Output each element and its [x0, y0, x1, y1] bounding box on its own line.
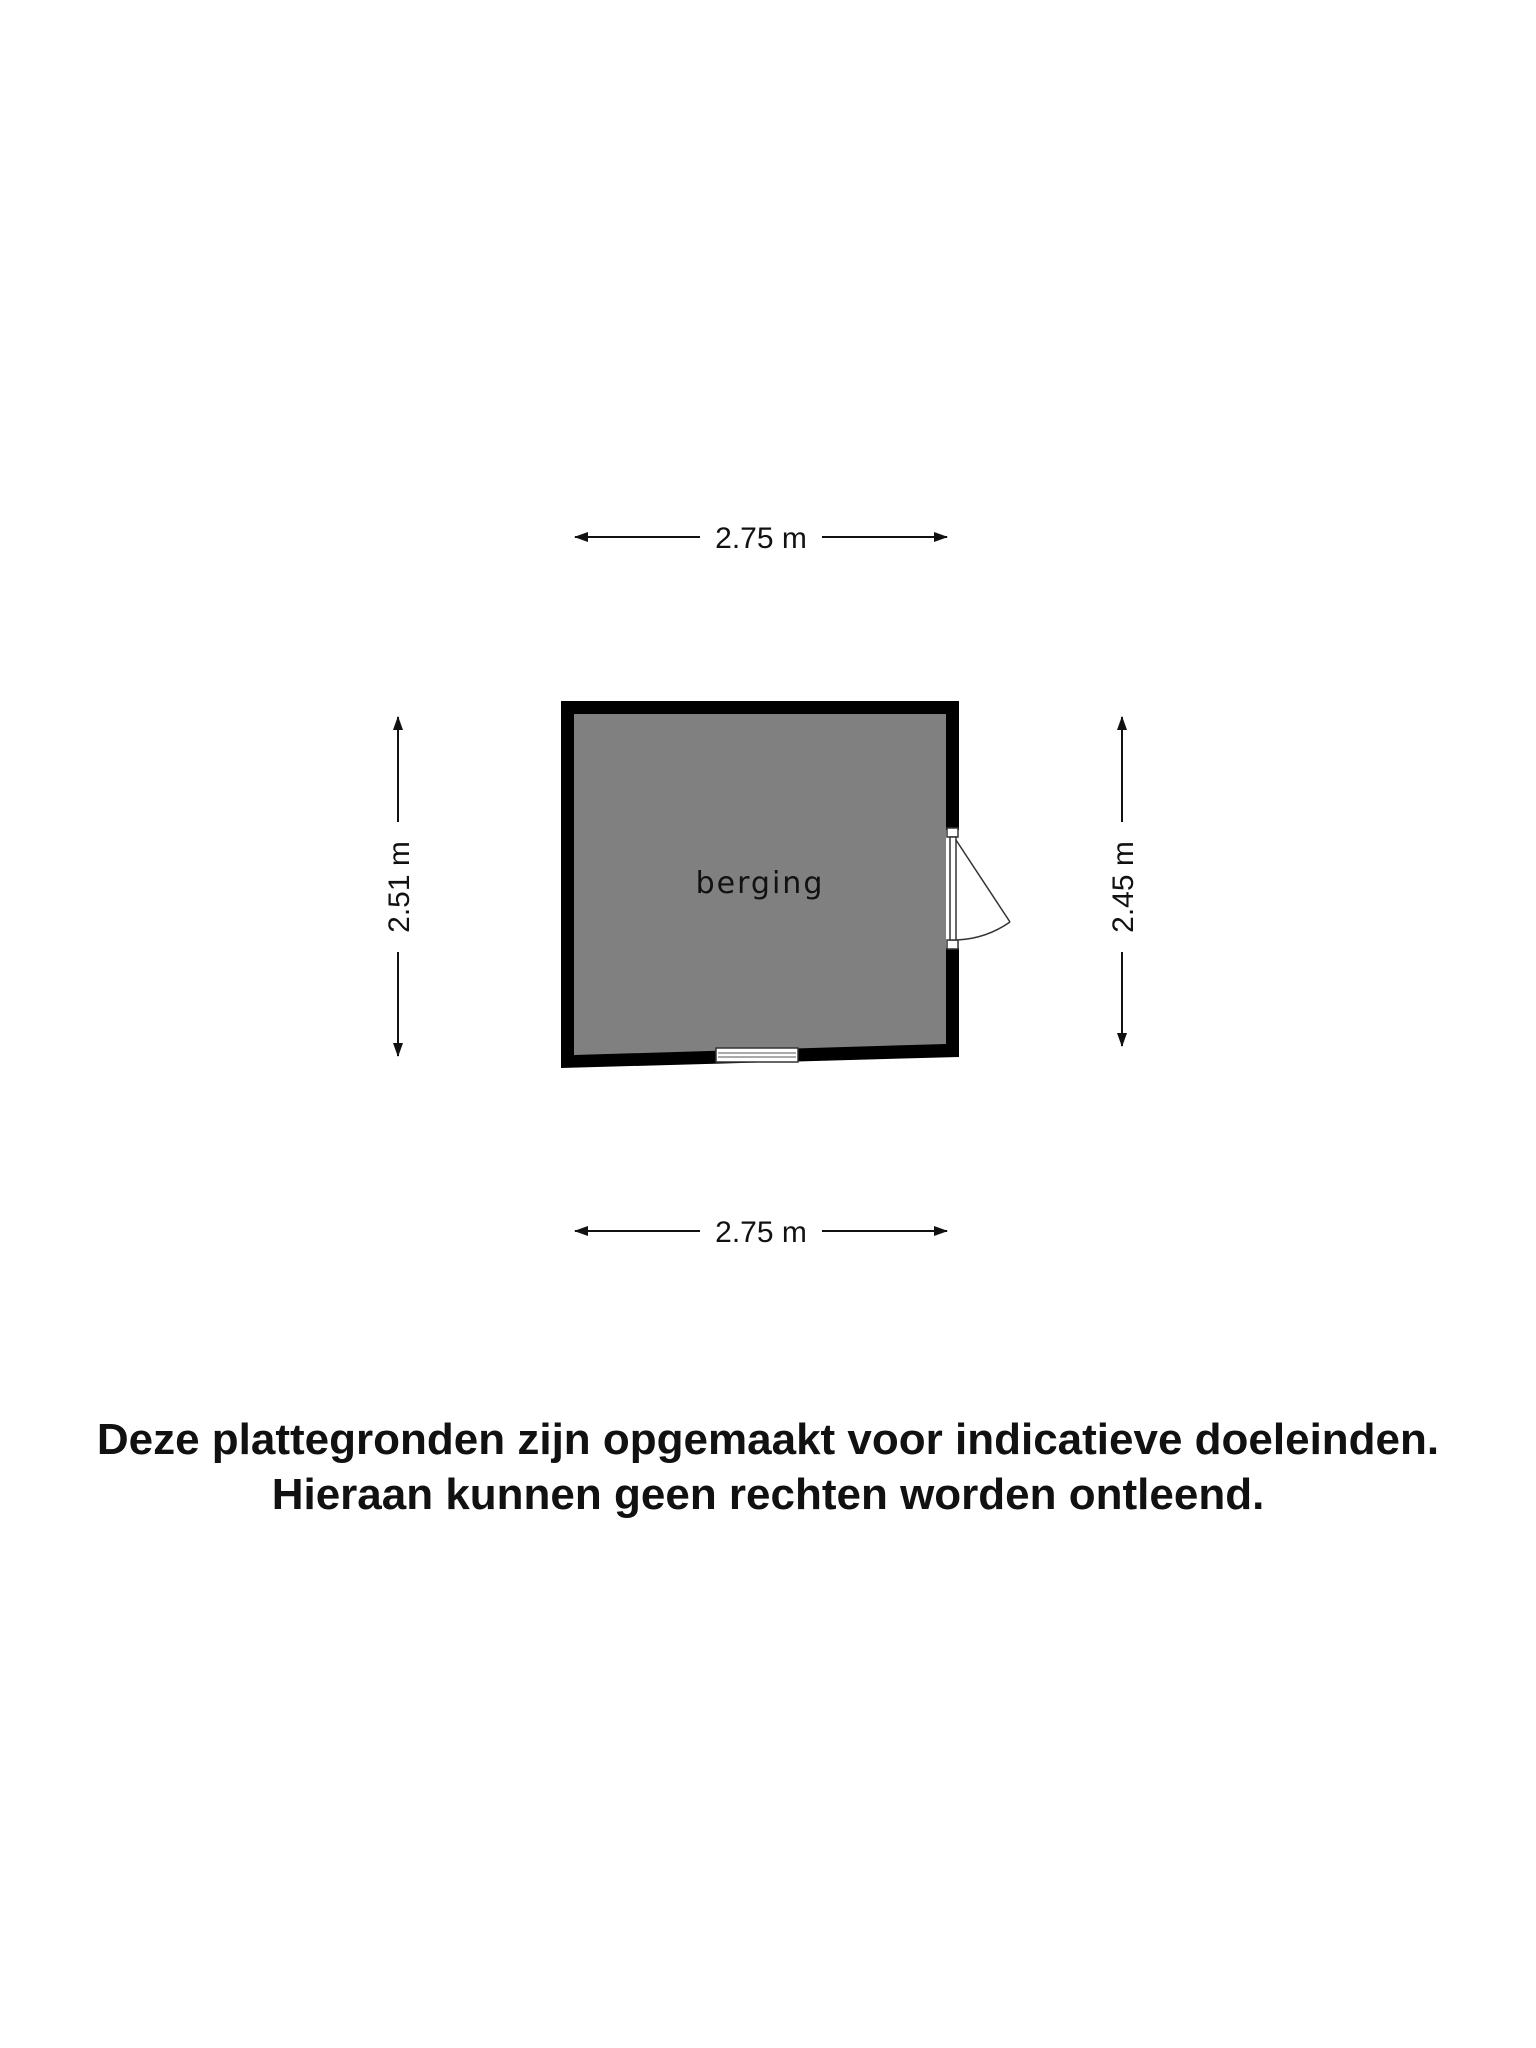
dimension-left-height	[383, 717, 416, 1056]
disclaimer-line-2: Hieraan kunnen geen rechten worden ontleend.	[271, 1470, 1265, 1519]
door-jamb-top	[947, 828, 958, 837]
room-berging	[561, 701, 1010, 1068]
dimension-label-top: 2.75 m	[715, 522, 807, 555]
door-jamb-bottom	[947, 940, 958, 949]
dimension-label-left: 2.51 m	[383, 841, 416, 933]
window-bottom	[716, 1048, 798, 1062]
door-swing-arc	[957, 922, 1010, 940]
door-leaf	[950, 837, 956, 940]
disclaimer	[0, 1412, 1536, 1522]
room-label: berging	[695, 866, 825, 901]
door-right	[946, 828, 1010, 949]
dimension-top-width	[575, 522, 947, 555]
door-swing-line	[956, 840, 1010, 922]
dimension-label-right: 2.45 m	[1107, 841, 1140, 933]
dimension-label-bottom: 2.75 m	[715, 1216, 807, 1249]
dimension-right-height	[1107, 717, 1140, 1046]
disclaimer-line-1: Deze plattegronden zijn opgemaakt voor indicatieve doeleinden.	[96, 1415, 1440, 1464]
dimension-bottom-width	[575, 1216, 947, 1249]
